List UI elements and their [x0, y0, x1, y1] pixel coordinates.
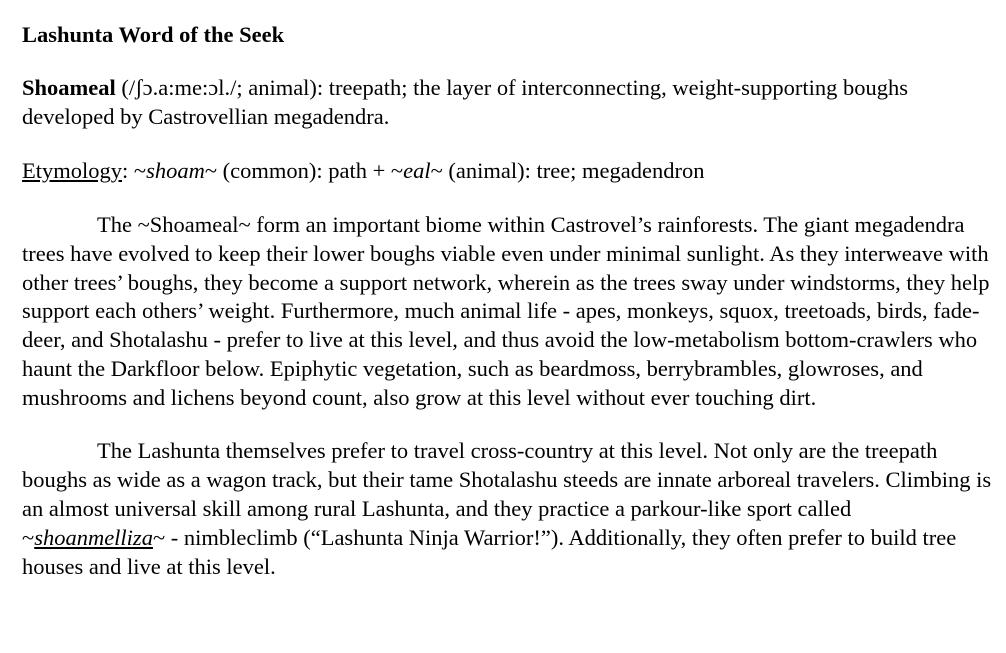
body-paragraph-1: The ~Shoameal~ form an important biome within Castrovel’s rainforests. The giant megadendra trees have evolved to keep their lower boughs viable even under minimal sunlight. As they interweave with other trees’ boughs, they become a support network, wherein as the trees sway under windstorms, they help support each others’ weight. Furthermore, much animal life - apes, monkeys, squox, treetoads, birds, fade-deer, and Shotalashu - prefer to live at this level, and thus avoid the low-metabolism bottom-crawlers who haunt the Darkfloor below. Epiphytic vegetation, such as beardmoss, berrybrambles, glowroses, and mushrooms and lichens beyond count, also grow at this level without ever touching dirt.	[22, 211, 990, 411]
body-paragraph-2	[22, 437, 998, 582]
etymology-paragraph	[22, 157, 998, 186]
document-page	[22, 20, 998, 582]
term-shoanmelliza: shoanmelliza	[34, 524, 153, 550]
etymology-mid: ~ (common): path + ~	[204, 157, 404, 183]
paragraph2-before: The Lashunta themselves prefer to travel cross-country at this level. Not only are the treepath boughs as wide as a wagon track, but their tame Shotalashu steeds are innate arboreal travelers. Climbing is an almost universal skill among rural Lashunta, and they practice a parkour-like sport called ~	[22, 438, 992, 550]
page-title: Lashunta Word of the Seek	[22, 22, 285, 47]
etymology-label: Etymology	[22, 157, 122, 183]
definition-paragraph	[22, 74, 998, 132]
etymology-sep: : ~	[122, 157, 147, 183]
etymology-tail: ~ (animal): tree; megadendron	[430, 157, 705, 183]
paragraph2-after: ~ - nimbleclimb (“Lashunta Ninja Warrior!”). Additionally, they often prefer to build tree houses and live at this level.	[22, 524, 957, 579]
headword: Shoameal	[22, 75, 116, 100]
etymology-root-eal: eal	[403, 157, 431, 183]
definition-text: (/ʃɔ.a:me:ɔl./; animal): treepath; the layer of interconnecting, weight-supporting boughs developed by Castrovellian megadendra.	[22, 75, 909, 129]
etymology-root-shoam: shoam	[146, 157, 205, 183]
